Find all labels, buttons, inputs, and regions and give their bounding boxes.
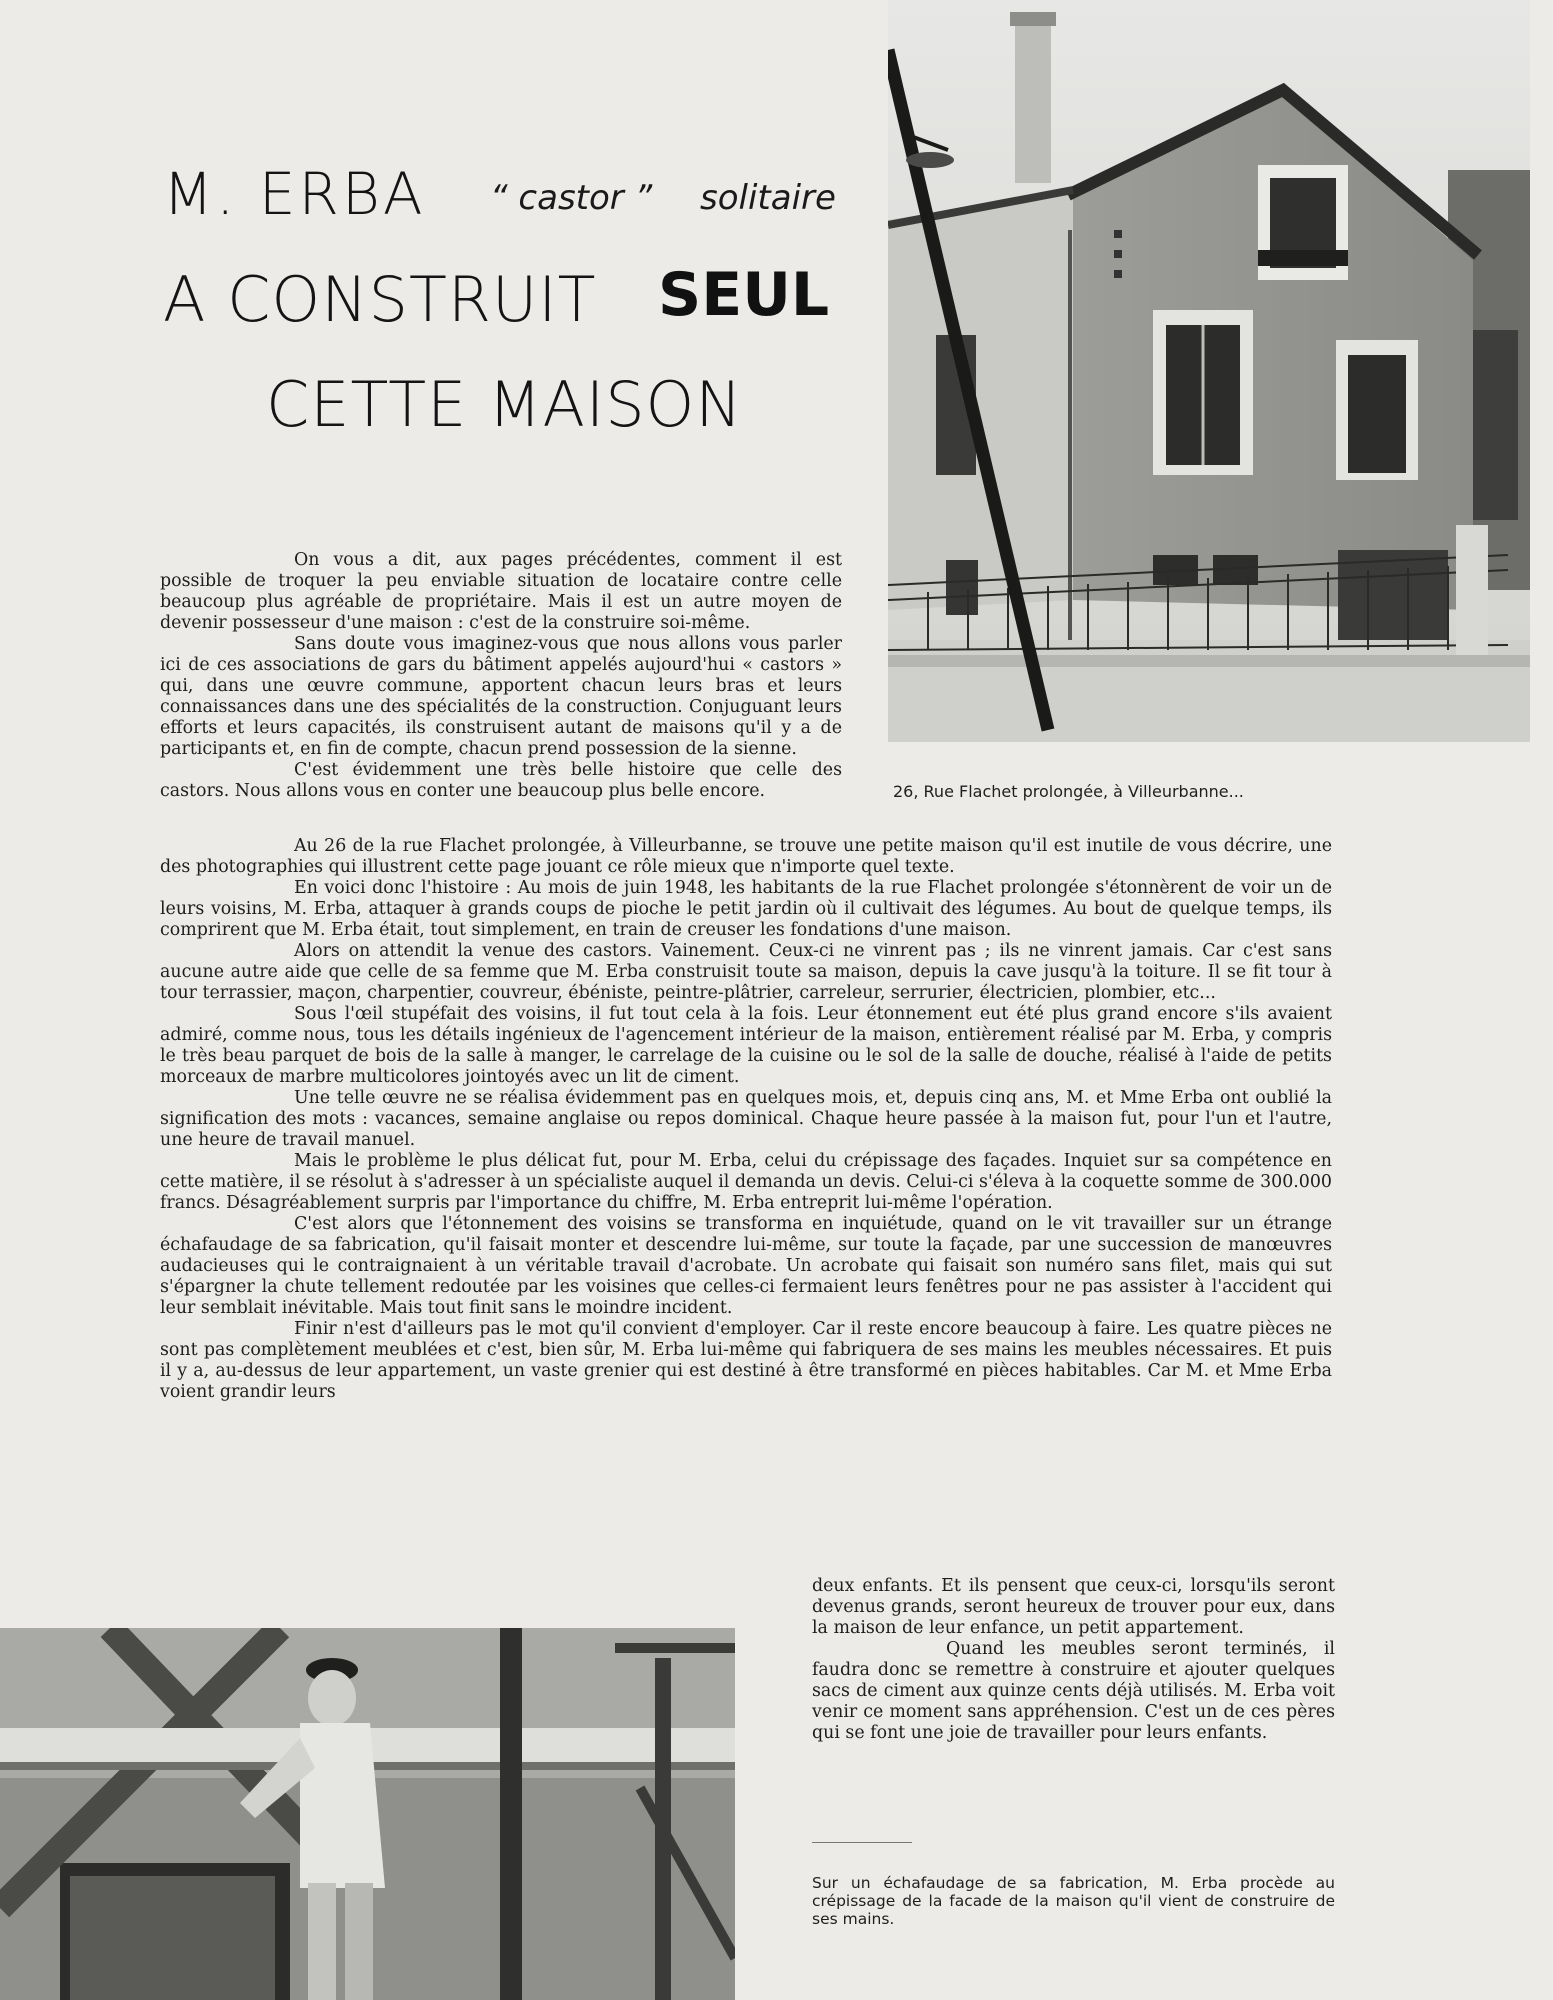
article-paragraph: Au 26 de la rue Flachet prolongée, à Villeurbanne, se trouve une petite maison qu'il est inutile de vous décrire, une des photographies qui illustrent cette page jouant ce rôle mieux que n'importe quel texte. bbox=[160, 836, 1332, 877]
article-column-bottom bbox=[812, 1576, 1335, 1744]
article-paragraph: En voici donc l'histoire : Au mois de juin 1948, les habitants de la rue Flachet prolongée s'étonnèrent de voir un de leurs voisins, M. Erba, attaquer à grands coups de pioche le petit jardin où il cultivait des légumes. Au bout de quelque temps, ils comprirent que M. Erba était, tout simplement, en train de creuser les fondations d'une maison. bbox=[160, 878, 1332, 940]
article-column-top bbox=[160, 550, 842, 802]
headline-quoted-word: “ castor ” bbox=[490, 178, 653, 218]
caption-divider bbox=[812, 1842, 912, 1843]
article-paragraph: C'est alors que l'étonnement des voisins se transforma en inquiétude, quand on le vit travailler sur un étrange échafaudage de sa fabrication, qu'il faisait monter et descendre lui-même, sur toute la façade, par une succession de manœuvres audacieuses qui le contraignaient à un véritable travail d'acrobate. Un acrobate qui faisait son numéro sans filet, mais qui sut s'épargner la chute tellement redoutée par les voisines que celles-ci fermaient leurs fenêtres pour ne pas assister à l'accident qui leur semblait inévitable. Mais tout finit sans le moindre incident. bbox=[160, 1214, 1332, 1318]
article-paragraph: Alors on attendit la venue des castors. Vainement. Ceux-ci ne vinrent pas ; ils ne vinrent jamais. Car c'est sans aucune autre aide que celle de sa femme que M. Erba construisit toute sa maison, depuis la cave jusqu'à la toiture. Il se fit tour à tour terrassier, maçon, charpentier, couvreur, ébéniste, peintre-plâtrier, carreleur, serrurier, électricien, plombier, etc... bbox=[160, 941, 1332, 1003]
house-photo bbox=[888, 0, 1530, 742]
article-paragraph: deux enfants. Et ils pensent que ceux-ci, lorsqu'ils seront devenus grands, seront heureux de trouver pour eux, dans la maison de leur enfance, un petit appartement. bbox=[812, 1576, 1335, 1638]
headline-line-2: A CONSTRUIT bbox=[163, 263, 597, 336]
headline-bold-word: SEUL bbox=[658, 260, 830, 330]
headline-line-3: CETTE MAISON bbox=[266, 368, 743, 441]
article-paragraph: Finir n'est d'ailleurs pas le mot qu'il convient d'employer. Car il reste encore beaucoup à faire. Les quatre pièces ne sont pas complètement meublées et c'est, bien sûr, M. Erba lui-même qui fabriquera de ses mains les meubles nécessaires. Et puis il y a, au-dessus de leur appartement, un vaste grenier qui est destiné à être transformé en pièces habitables. Car M. et Mme Erba voient grandir leurs bbox=[160, 1319, 1332, 1402]
headline-subtitle: solitaire bbox=[700, 178, 836, 218]
worker-photo-caption: Sur un échafaudage de sa fabrication, M. Erba procède au crépissage de la facade de la maison qu'il vient de construire de ses mains. bbox=[812, 1874, 1335, 1928]
house-photo-caption: 26, Rue Flachet prolongée, à Villeurbanne... bbox=[893, 782, 1244, 801]
article-paragraph: Une telle œuvre ne se réalisa évidemment pas en quelques mois, et, depuis cinq ans, M. et Mme Erba ont oublié la signification des mots : vacances, semaine anglaise ou repos dominical. Chaque heure passée à la maison fut, pour l'un et l'autre, une heure de travail manuel. bbox=[160, 1088, 1332, 1150]
article-paragraph: On vous a dit, aux pages précédentes, comment il est possible de troquer la peu enviable situation de locataire contre celle beaucoup plus agréable de propriétaire. Mais il est un autre moyen de devenir possesseur d'une maison : c'est de la construire soi-même. bbox=[160, 550, 842, 633]
article-paragraph: Sans doute vous imaginez-vous que nous allons vous parler ici de ces associations de gars du bâtiment appelés aujourd'hui « castors » qui, dans une œuvre commune, apportent chacun leurs bras et leurs connaissances dans une des spécialités de la construction. Conjuguant leurs efforts et leurs capacités, ils construisent autant de maisons qu'il y a de participants et, en fin de compte, chacun prend possession de la sienne. bbox=[160, 634, 842, 759]
article-paragraph: Sous l'œil stupéfait des voisins, il fut tout cela à la fois. Leur étonnement eut été plus grand encore s'ils avaient admiré, comme nous, tous les détails ingénieux de l'agencement intérieur de la maison, entièrement réalisé par M. Erba, y compris le très beau parquet de bois de la salle à manger, le carrelage de la cuisine ou le sol de la salle de douche, réalisé à l'aide de petits morceaux de marbre multicolores jointoyés avec un lit de ciment. bbox=[160, 1004, 1332, 1087]
headline-line-1: M. ERBA bbox=[163, 160, 426, 228]
article-paragraph: Mais le problème le plus délicat fut, pour M. Erba, celui du crépissage des façades. Inquiet sur sa compétence en cette matière, il se résolut à s'adresser à un spécialiste auquel il demanda un devis. Celui-ci s'éleva à la coquette somme de 300.000 francs. Désagréablement surpris par l'importance du chiffre, M. Erba entreprit lui-même l'opération. bbox=[160, 1151, 1332, 1213]
article-paragraph: C'est évidemment une très belle histoire que celle des castors. Nous allons vous en conter une beaucoup plus belle encore. bbox=[160, 760, 842, 801]
worker-scaffold-photo bbox=[0, 1628, 735, 2000]
article-column-wide bbox=[160, 836, 1332, 1403]
article-paragraph: Quand les meubles seront terminés, il faudra donc se remettre à construire et ajouter quelques sacs de ciment aux quinze cents déjà utilisés. M. Erba voit venir ce moment sans appréhension. C'est un de ces pères qui se font une joie de travailler pour leurs enfants. bbox=[812, 1639, 1335, 1743]
